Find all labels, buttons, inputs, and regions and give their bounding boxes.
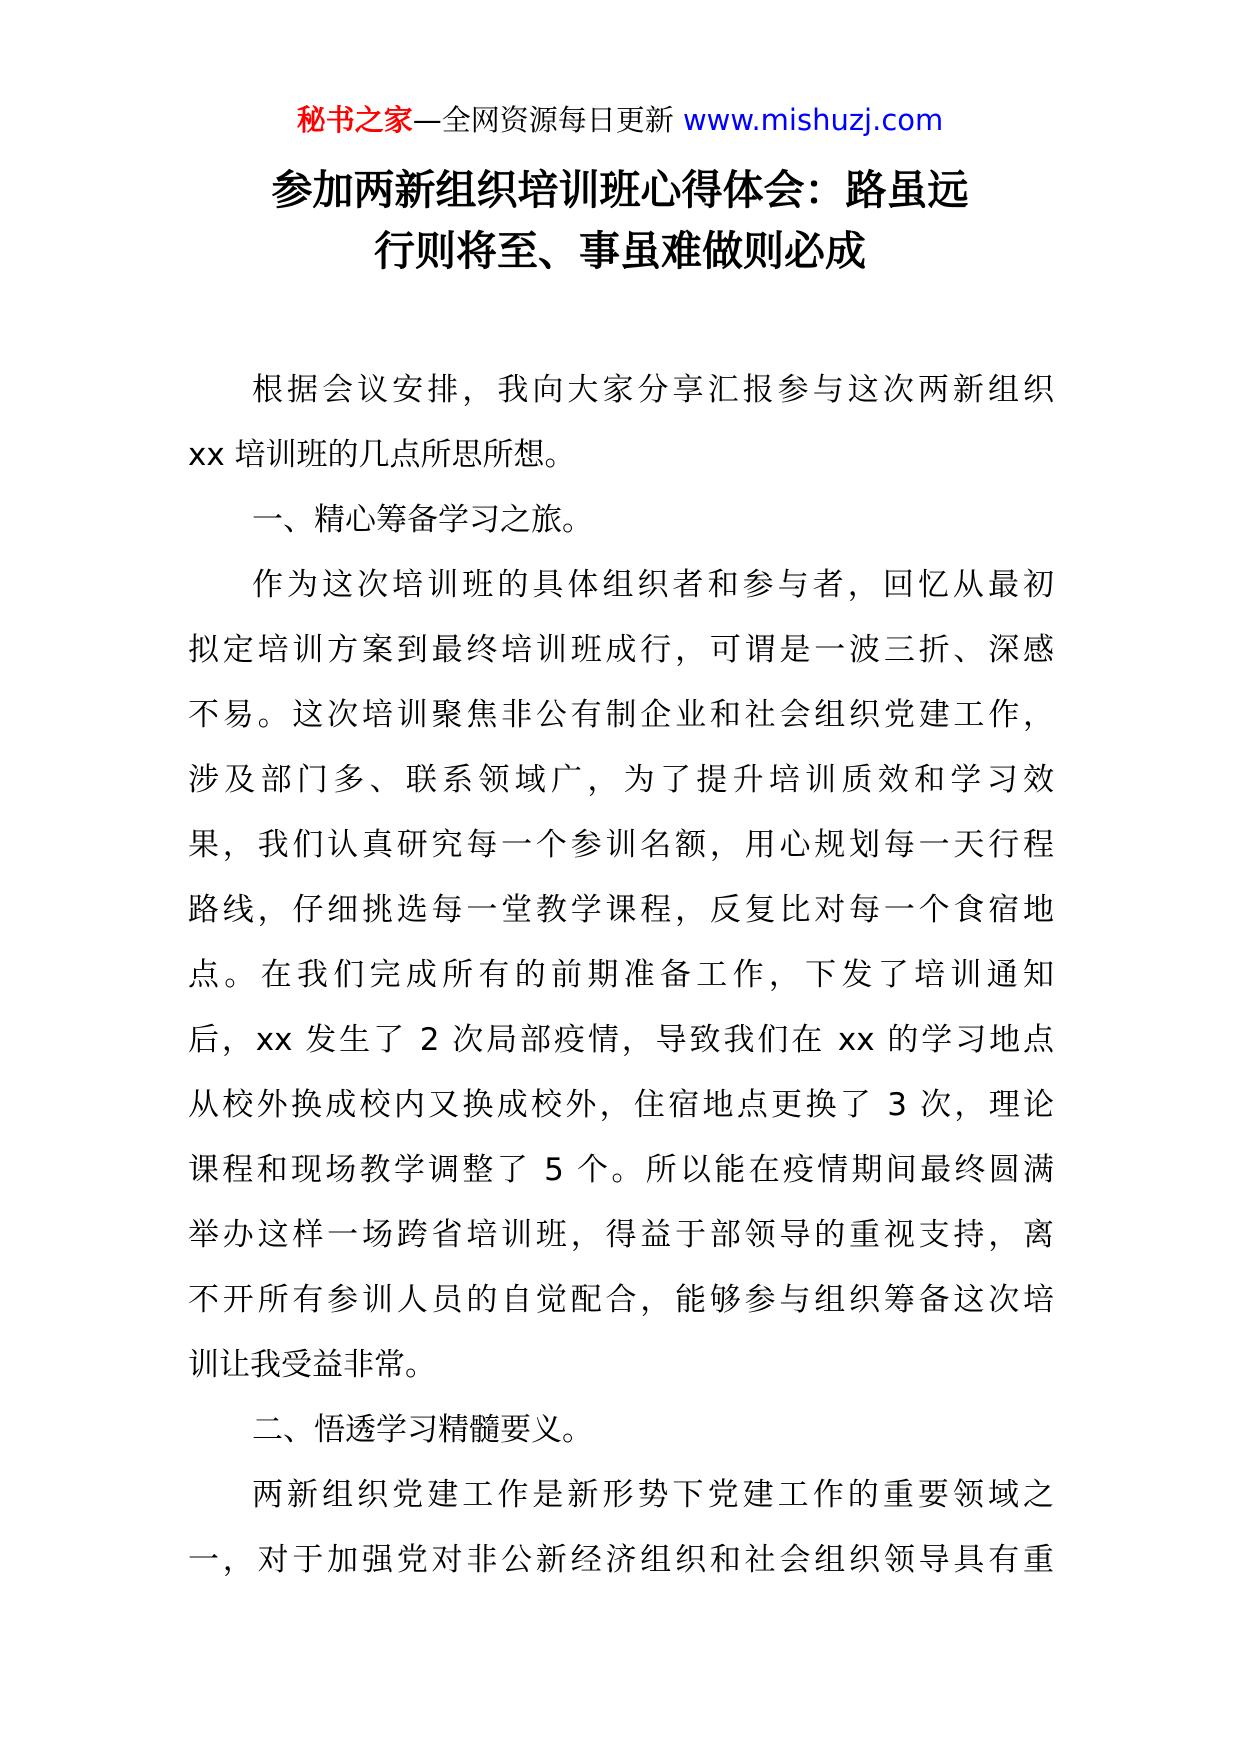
title-line-2: 行则将至、事虽难做则必成	[374, 227, 866, 275]
body-line: 不开所有参训人员的自觉配合，能够参与组织筹备这次培	[188, 1282, 1054, 1318]
body-line: 根据会议安排，我向大家分享汇报参与这次两新组织	[252, 372, 1054, 408]
body-line: 训让我受益非常。	[188, 1347, 436, 1383]
site-url-link[interactable]: www.mishuzj.com	[682, 103, 944, 137]
site-header	[0, 100, 1240, 140]
document-title	[180, 160, 1060, 282]
body-line: 从校外换成校内又换成校外，住宿地点更换了 3 次，理论	[188, 1087, 1054, 1123]
body-line: 路线，仔细挑选每一堂教学课程，反复比对每一个食宿地	[188, 892, 1054, 928]
body-line: 两新组织党建工作是新形势下党建工作的重要领域之	[252, 1477, 1054, 1513]
body-line: 后，xx 发生了 2 次局部疫情，导致我们在 xx 的学习地点	[188, 1022, 1054, 1058]
title-line-1: 参加两新组织培训班心得体会：路虽远	[271, 166, 969, 214]
body-line: 果，我们认真研究每一个参训名额，用心规划每一天行程	[188, 827, 1054, 863]
body-line: 举办这样一场跨省培训班，得益于部领导的重视支持，离	[188, 1217, 1054, 1253]
body-line: 点。在我们完成所有的前期准备工作，下发了培训通知	[188, 957, 1054, 993]
body-line: 一，对于加强党对非公新经济组织和社会组织领导具有重	[188, 1542, 1054, 1578]
body-line: 不易。这次培训聚焦非公有制企业和社会组织党建工作，	[188, 697, 1054, 733]
site-brand: 秘书之家	[296, 103, 413, 137]
section-heading: 二、悟透学习精髓要义。	[252, 1412, 593, 1448]
body-line: xx 培训班的几点所思所想。	[188, 437, 576, 473]
document-body	[188, 358, 1054, 1593]
body-line: 作为这次培训班的具体组织者和参与者，回忆从最初	[252, 567, 1054, 603]
body-line: 拟定培训方案到最终培训班成行，可谓是一波三折、深感	[188, 632, 1054, 668]
body-line: 涉及部门多、联系领域广，为了提升培训质效和学习效	[188, 762, 1054, 798]
site-tagline: —全网资源每日更新	[412, 103, 674, 137]
body-line: 课程和现场教学调整了 5 个。所以能在疫情期间最终圆满	[188, 1152, 1054, 1188]
section-heading: 一、精心筹备学习之旅。	[252, 502, 593, 538]
